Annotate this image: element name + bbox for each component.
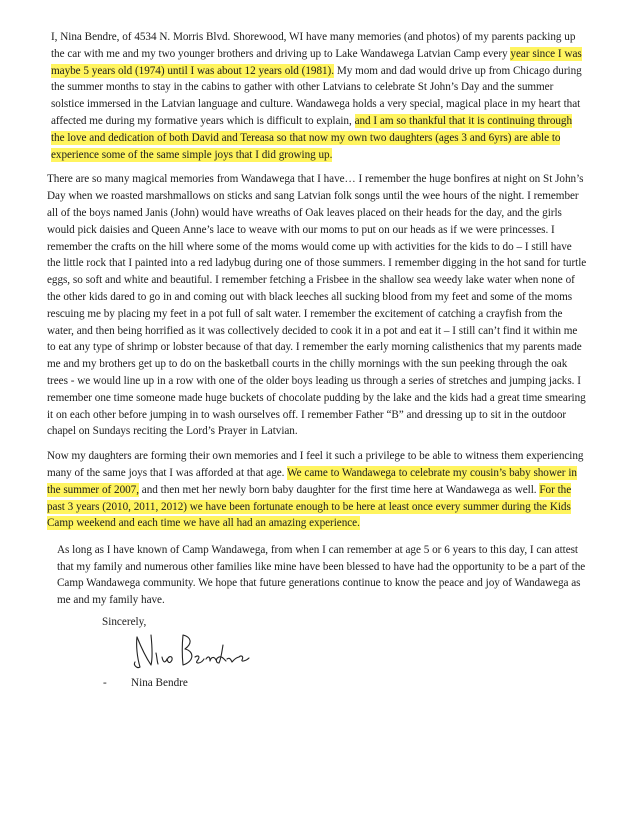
closing-sincerely: Sincerely, bbox=[102, 616, 147, 629]
signature-name: Nina Bendre bbox=[131, 677, 188, 690]
daughters-text-a: Now my daughters are forming their own memories and I feel it such a privilege to be able to witness them experiencing many of the same joys that I was afforded at that age. bbox=[47, 450, 584, 479]
intro-text-b: My mom and dad would drive up from Chicago during the summer months to stay in the cabins to gather with other Latvians to celebrate St John’s Day and the summer solstice immersed in the Latvian language and culture. Wandawega holds a very special, magical place in my heart that affected me during my formative years which is difficult to explain, bbox=[51, 64, 582, 127]
paragraph-memories: There are so many magical memories from Wandawega that I have… I remember the huge bonfires at night on St John’s Day when we roasted marshmallows on sticks and sang Latvian folk songs until the wee hours of the night. I remember all of the boys named Janis (John) would have wreaths of Oak leaves placed on their heads for the day, and the girls would pick daisies and Queen Anne’s lace to weave with our moms to put on our heads as if we were princesses. I remember the crafts on the hill where some of the moms would come up with activities for the kids to do – I still have the little rock that I painted into a red ladybug during one of those summers. I remember digging in the hot sand for turtle eggs, so soft and white and beautiful. I remember fetching a Frisbee in the shallow sea weedy lake water when none of the other kids dared to go in and coming out with black leeches all sucking blood from my feet and some of the moms rescuing me by placing my feet in a pot full of salt water. I remember the excitement of catching a crayfish from the water, and then being horrified as it was collectively decided to cook it in a pot and eat it – I still can’t find it within me to eat any type of shrimp or lobster because of that day. I remember the early morning calisthenics that my parents made me and my brothers get up to do on the basketball courts in the chilly mornings with the sun peeking through the oak trees - we would line up in a row with one of the older boys leading us through a series of stretches and jumping jacks. I remember one time someone made huge buckets of chocolate pudding by the lake and the kids had a great time smearing it on each other before jumping in to wash ourselves off. I remember Father “B” and dressing up to sit in the outdoor chapel on Sundays reciting the Lord’s Prayer in Latvian. bbox=[47, 173, 587, 438]
signature-dash: - bbox=[103, 677, 107, 690]
intro-text-a: I, Nina Bendre, of 4534 N. Morris Blvd. Shorewood, WI have many memories (and photos) of my parents packing up the car with me and my two younger brothers and driving up to Lake Wandawega Latvian Camp every bbox=[51, 31, 576, 60]
signature-line bbox=[45, 675, 588, 691]
highlight-thankful: and I am so thankful that it is continuing through the love and dedication of both David and Tereasa so that now my own two daughters (ages 3 and 6yrs) are able to experience some of the same simple joys that I did growing up. bbox=[51, 114, 573, 161]
paragraph-intro bbox=[45, 29, 588, 163]
highlight-past-three-years: For the past 3 years (2010, 2011, 2012) we have been fortunate enough to be here at least once every summer during the Kids Camp weekend and each time we have all had an amazing experience. bbox=[47, 483, 572, 530]
paragraph-attestation: As long as I have known of Camp Wandawega, from when I can remember at age 5 or 6 years to this day, I can attest that my family and numerous other families like mine have been blessed to have had the opportunity to be a part of the Camp Wandawega community. We hope that future generations continue to know the peace and joy of Wandawega as me and my family have. bbox=[57, 544, 586, 606]
signature-icon bbox=[131, 629, 261, 675]
highlight-baby-shower: We came to Wandawega to celebrate my cousin’s baby shower in the summer of 2007, bbox=[47, 466, 577, 496]
paragraph-daughters bbox=[45, 448, 588, 532]
handwritten-signature bbox=[131, 631, 588, 675]
daughters-text-b: and then met her newly born baby daughter for the first time here at Wandawega as well. bbox=[138, 483, 540, 496]
highlight-years: year since I was maybe 5 years old (1974) until I was about 12 years old (1981). bbox=[51, 47, 582, 77]
